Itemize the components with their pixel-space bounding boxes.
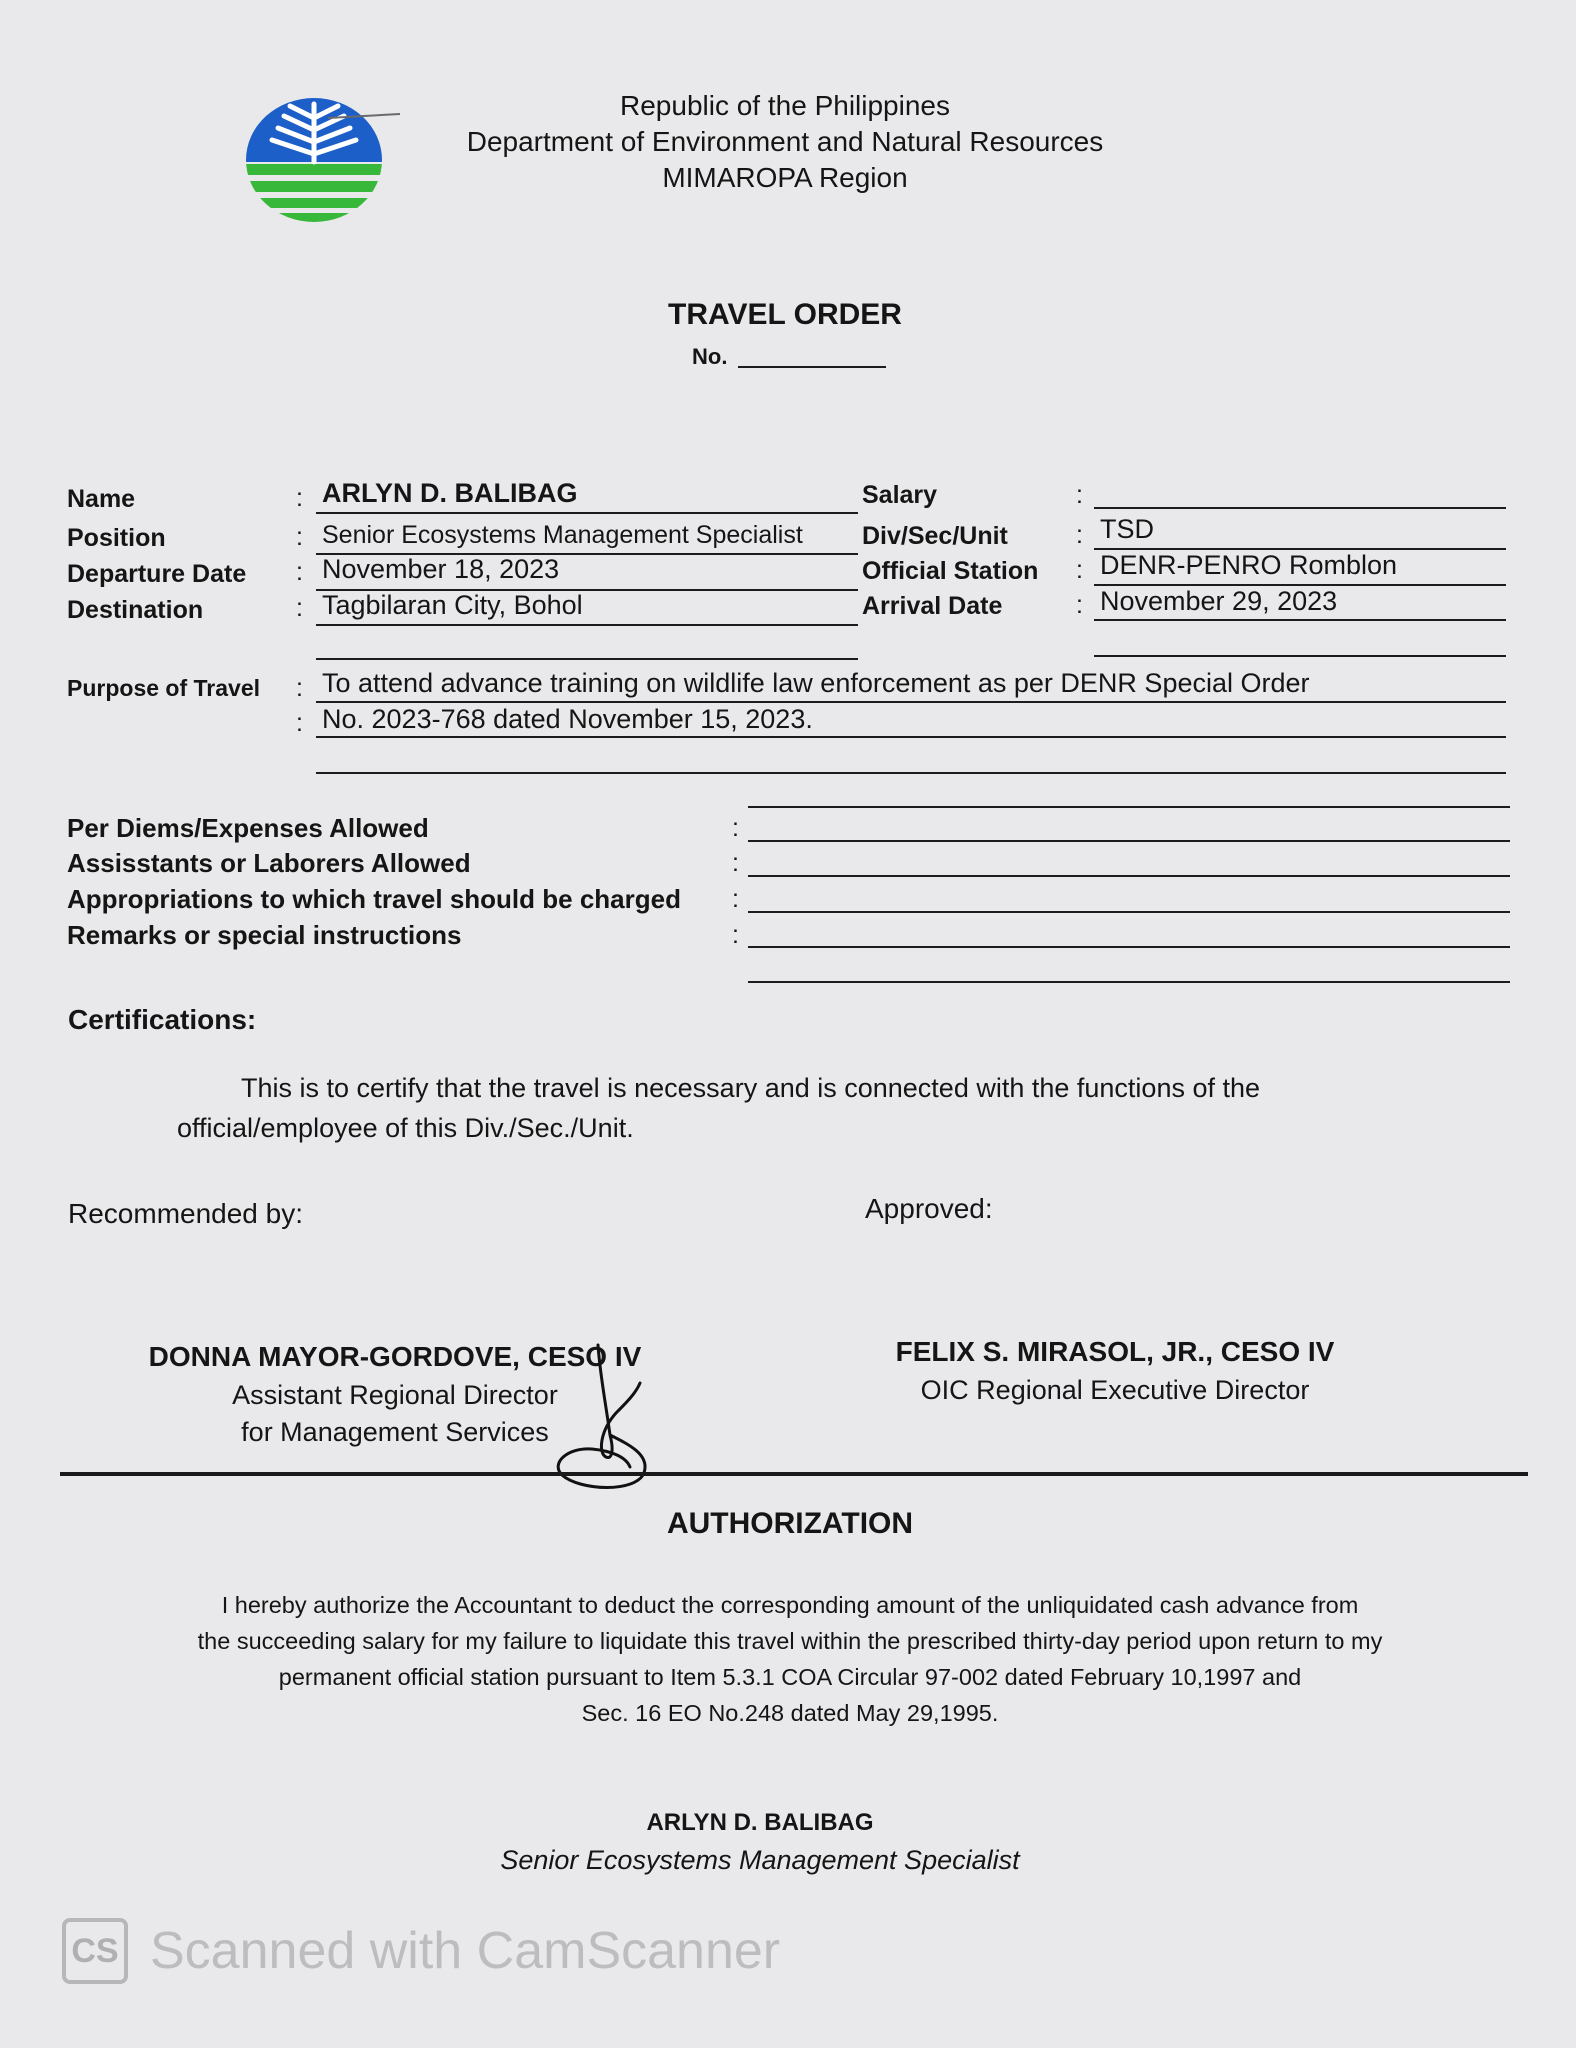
- purpose-line-2: No. 2023-768 dated November 15, 2023.: [322, 704, 813, 734]
- colon: :: [732, 885, 739, 913]
- colon: :: [732, 849, 739, 877]
- colon: :: [296, 674, 303, 702]
- assistants-label: Assisstants or Laborers Allowed: [67, 848, 471, 878]
- purpose-rule-2: [316, 736, 1506, 738]
- certification-line-1: This is to certify that the travel is necessary and is connected with the functions of the: [241, 1073, 1261, 1103]
- purpose-rule-1: [316, 701, 1506, 703]
- colon: :: [732, 921, 739, 949]
- colon: :: [296, 523, 303, 551]
- official-station-value: DENR-PENRO Romblon: [1100, 550, 1398, 580]
- colon: :: [296, 709, 303, 737]
- colon: :: [296, 558, 303, 586]
- division-value: TSD: [1100, 514, 1154, 544]
- destination-label: Destination: [67, 596, 204, 624]
- purpose-line-1: To attend advance training on wildlife law enforcement as per DENR Special Order: [322, 668, 1310, 698]
- blank-line: [748, 981, 1510, 983]
- authorization-line-1: I hereby authorize the Accountant to deduct the corresponding amount of the unliquidated cash advance from: [221, 1592, 1359, 1618]
- denr-logo-icon: [244, 92, 404, 226]
- purpose-rule-3: [316, 772, 1506, 774]
- authorizer-title: Senior Ecosystems Management Specialist: [500, 1845, 1020, 1875]
- position-value: Senior Ecosystems Management Specialist: [322, 521, 803, 549]
- number-blank-line: [738, 366, 886, 368]
- header-line-department: Department of Environment and Natural Resources: [466, 126, 1104, 157]
- blank-line: [316, 658, 858, 660]
- remarks-label: Remarks or special instructions: [67, 920, 462, 950]
- name-label: Name: [67, 485, 136, 513]
- colon: :: [296, 594, 303, 622]
- document-title: TRAVEL ORDER: [668, 298, 902, 331]
- blank-line: [1094, 655, 1506, 657]
- camscanner-icon: CS: [62, 1918, 128, 1984]
- salary-label: Salary: [862, 481, 938, 509]
- certifications-heading: Certifications:: [68, 1004, 257, 1035]
- appropriations-line: [748, 911, 1510, 913]
- header-line-republic: Republic of the Philippines: [620, 90, 950, 121]
- position-label: Position: [67, 524, 166, 552]
- certification-line-2: official/employee of this Div./Sec./Unit.: [177, 1113, 634, 1143]
- colon: :: [1076, 481, 1083, 509]
- recommender-name: DONNA MAYOR-GORDOVE, CESO IV: [148, 1341, 642, 1372]
- colon: :: [296, 484, 303, 512]
- authorizer-name: ARLYN D. BALIBAG: [646, 1809, 874, 1836]
- appropriations-label: Appropriations to which travel should be charged: [67, 884, 681, 914]
- departure-date-label: Departure Date: [67, 560, 247, 588]
- destination-value: Tagbilaran City, Bohol: [322, 590, 583, 620]
- recommended-by-label: Recommended by:: [68, 1198, 304, 1229]
- authorization-line-4: Sec. 16 EO No.248 dated May 29,1995.: [581, 1700, 999, 1726]
- arrival-date-label: Arrival Date: [862, 592, 1003, 620]
- recommender-title-1: Assistant Regional Director: [232, 1380, 558, 1410]
- name-value: ARLYN D. BALIBAG: [322, 478, 578, 508]
- authorization-line-3: permanent official station pursuant to Item 5.3.1 COA Circular 97-002 dated February 10,1997 and: [278, 1664, 1302, 1690]
- camscanner-watermark: [62, 1918, 780, 1984]
- approver-name: FELIX S. MIRASOL, JR., CESO IV: [895, 1336, 1335, 1367]
- approved-label: Approved:: [865, 1193, 993, 1224]
- colon: :: [1076, 521, 1083, 549]
- division-label: Div/Sec/Unit: [862, 522, 1008, 550]
- recommender-title-2: for Management Services: [241, 1417, 549, 1447]
- header-line-region: MIMAROPA Region: [662, 162, 908, 193]
- colon: :: [1076, 556, 1083, 584]
- official-station-label: Official Station: [862, 557, 1039, 585]
- assistants-line: [748, 875, 1510, 877]
- colon: :: [732, 814, 739, 842]
- arrival-date-value: November 29, 2023: [1100, 586, 1338, 616]
- signature-image: [540, 1335, 680, 1495]
- colon: :: [1076, 591, 1083, 619]
- name-line: [316, 512, 858, 514]
- approver-title: OIC Regional Executive Director: [920, 1375, 1310, 1405]
- destination-line: [316, 624, 858, 626]
- camscanner-text: Scanned with CamScanner: [150, 1922, 781, 1980]
- section-divider: [60, 1472, 1528, 1476]
- per-diems-label: Per Diems/Expenses Allowed: [67, 813, 429, 843]
- authorization-line-2: the succeeding salary for my failure to liquidate this travel within the prescribed thirty-day period upon return to my: [197, 1628, 1383, 1654]
- authorization-heading: AUTHORIZATION: [666, 1507, 914, 1540]
- blank-line: [748, 806, 1510, 808]
- arrival-date-line: [1094, 619, 1506, 621]
- salary-line: [1094, 507, 1506, 509]
- purpose-label: Purpose of Travel: [67, 675, 261, 701]
- per-diems-line: [748, 840, 1510, 842]
- remarks-line: [748, 946, 1510, 948]
- departure-date-value: November 18, 2023: [322, 554, 560, 584]
- number-label: No.: [692, 344, 728, 369]
